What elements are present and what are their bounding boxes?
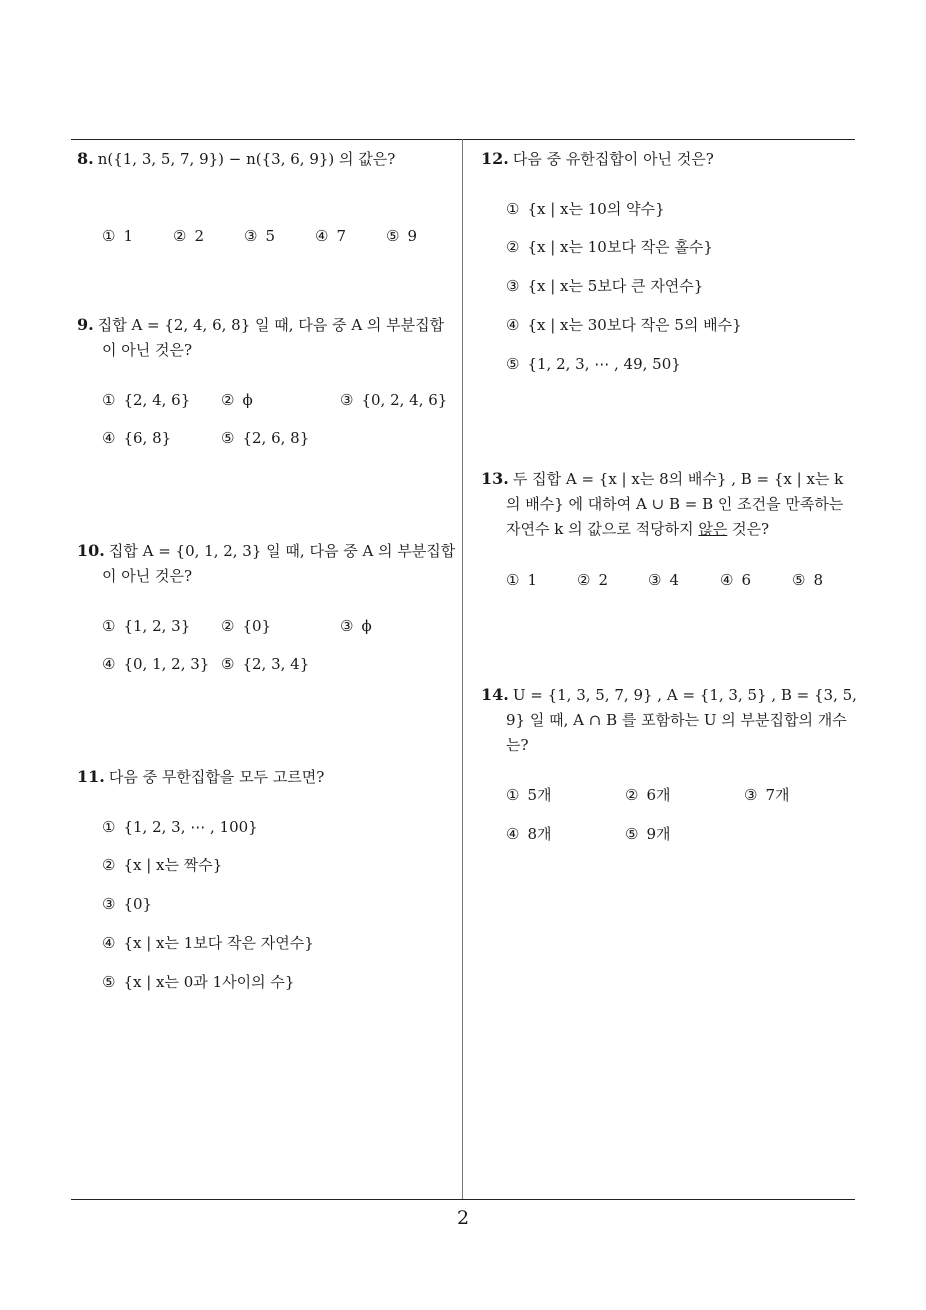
question-number: 8. <box>77 149 94 168</box>
question-stem: 집합 A = {2, 4, 6, 8} 일 때, 다음 중 A 의 부분집합이 아닌 것은? <box>97 316 445 359</box>
option-list <box>77 363 457 463</box>
option-list <box>77 589 457 689</box>
option-2[interactable]: ② 2 <box>173 227 204 245</box>
question-number: 13. <box>481 469 509 488</box>
option-list <box>77 790 457 1010</box>
option-4[interactable]: ④ {x | x는 30보다 작은 5의 배수} <box>506 316 742 334</box>
option-5[interactable]: ⑤ 9개 <box>625 825 671 843</box>
option-2[interactable]: ② ϕ <box>221 391 253 409</box>
option-1[interactable]: ① {1, 2, 3} <box>102 617 191 635</box>
option-3[interactable]: ③ 5 <box>244 227 275 245</box>
question-number: 9. <box>77 315 94 334</box>
question-12 <box>481 146 857 382</box>
option-3[interactable]: ③ {0} <box>102 895 153 913</box>
option-5[interactable]: ⑤ {1, 2, 3, ⋯ , 49, 50} <box>506 355 681 373</box>
option-list <box>481 758 857 858</box>
question-9 <box>77 312 457 463</box>
option-1[interactable]: ① {2, 4, 6} <box>102 391 191 409</box>
option-5[interactable]: ⑤ 9 <box>386 227 417 245</box>
option-2[interactable]: ② {x | x는 짝수} <box>102 856 223 874</box>
question-stem: 집합 A = {0, 1, 2, 3} 일 때, 다음 중 A 의 부분집합이 아닌 것은? <box>102 542 456 585</box>
option-2[interactable]: ② {x | x는 10보다 작은 홀수} <box>506 238 713 256</box>
question-stem: 다음 중 유한집합이 아닌 것은? <box>512 150 714 168</box>
question-stem-end: 것은? <box>727 520 770 538</box>
option-5[interactable]: ⑤ {2, 3, 4} <box>221 655 310 673</box>
option-4[interactable]: ④ 6 <box>720 571 751 589</box>
option-3[interactable]: ③ {x | x는 5보다 큰 자연수} <box>506 277 704 295</box>
option-1[interactable]: ① 1 <box>506 571 537 589</box>
option-list <box>77 172 457 245</box>
option-2[interactable]: ② 6개 <box>625 786 671 804</box>
option-1[interactable]: ① {x | x는 10의 약수} <box>506 200 665 218</box>
option-5[interactable]: ⑤ {2, 6, 8} <box>221 429 310 447</box>
option-2[interactable]: ② {0} <box>221 617 272 635</box>
question-stem: 두 집합 A = {x | x는 8의 배수} , B = {x | x는 k의 배수} 에 대하여 A ∪ B = B 인 조건을 만족하는 자연수 k 의 값으로 적당하지 <box>506 470 844 538</box>
option-1[interactable]: ① {1, 2, 3, ⋯ , 100} <box>102 818 258 836</box>
option-list <box>481 542 857 602</box>
option-2[interactable]: ② 2 <box>577 571 608 589</box>
option-1[interactable]: ① 1 <box>102 227 133 245</box>
option-4[interactable]: ④ {6, 8} <box>102 429 172 447</box>
column-divider <box>462 139 463 1199</box>
question-8 <box>77 146 457 245</box>
question-number: 14. <box>481 685 509 704</box>
question-10 <box>77 538 457 689</box>
question-number: 12. <box>481 149 509 168</box>
option-3[interactable]: ③ ϕ <box>340 617 372 635</box>
option-4[interactable]: ④ {0, 1, 2, 3} <box>102 655 210 673</box>
option-3[interactable]: ③ 4 <box>648 571 679 589</box>
question-11 <box>77 764 457 1010</box>
header-rule <box>71 139 855 140</box>
option-4[interactable]: ④ {x | x는 1보다 작은 자연수} <box>102 934 314 952</box>
footer-rule <box>71 1199 855 1200</box>
question-13 <box>481 466 857 602</box>
option-5[interactable]: ⑤ {x | x는 0과 1사이의 수} <box>102 973 295 991</box>
page-number: 2 <box>456 1207 470 1229</box>
option-5[interactable]: ⑤ 8 <box>792 571 823 589</box>
option-3[interactable]: ③ 7개 <box>744 786 790 804</box>
question-14 <box>481 682 857 858</box>
option-3[interactable]: ③ {0, 2, 4, 6} <box>340 391 448 409</box>
question-stem: U = {1, 3, 5, 7, 9} , A = {1, 3, 5} , B = {3, 5, 9} 일 때, A ∩ B 를 포함하는 U 의 부분집합의 개수는? <box>506 686 857 754</box>
question-stem: 다음 중 무한집합을 모두 고르면? <box>108 768 325 786</box>
option-list <box>481 172 857 382</box>
underlined-word: 않은 <box>698 520 728 538</box>
option-4[interactable]: ④ 8개 <box>506 825 552 843</box>
question-stem: n({1, 3, 5, 7, 9}) − n({3, 6, 9}) 의 값은? <box>97 150 396 168</box>
option-4[interactable]: ④ 7 <box>315 227 346 245</box>
question-number: 10. <box>77 541 105 560</box>
option-1[interactable]: ① 5개 <box>506 786 552 804</box>
question-number: 11. <box>77 767 105 786</box>
